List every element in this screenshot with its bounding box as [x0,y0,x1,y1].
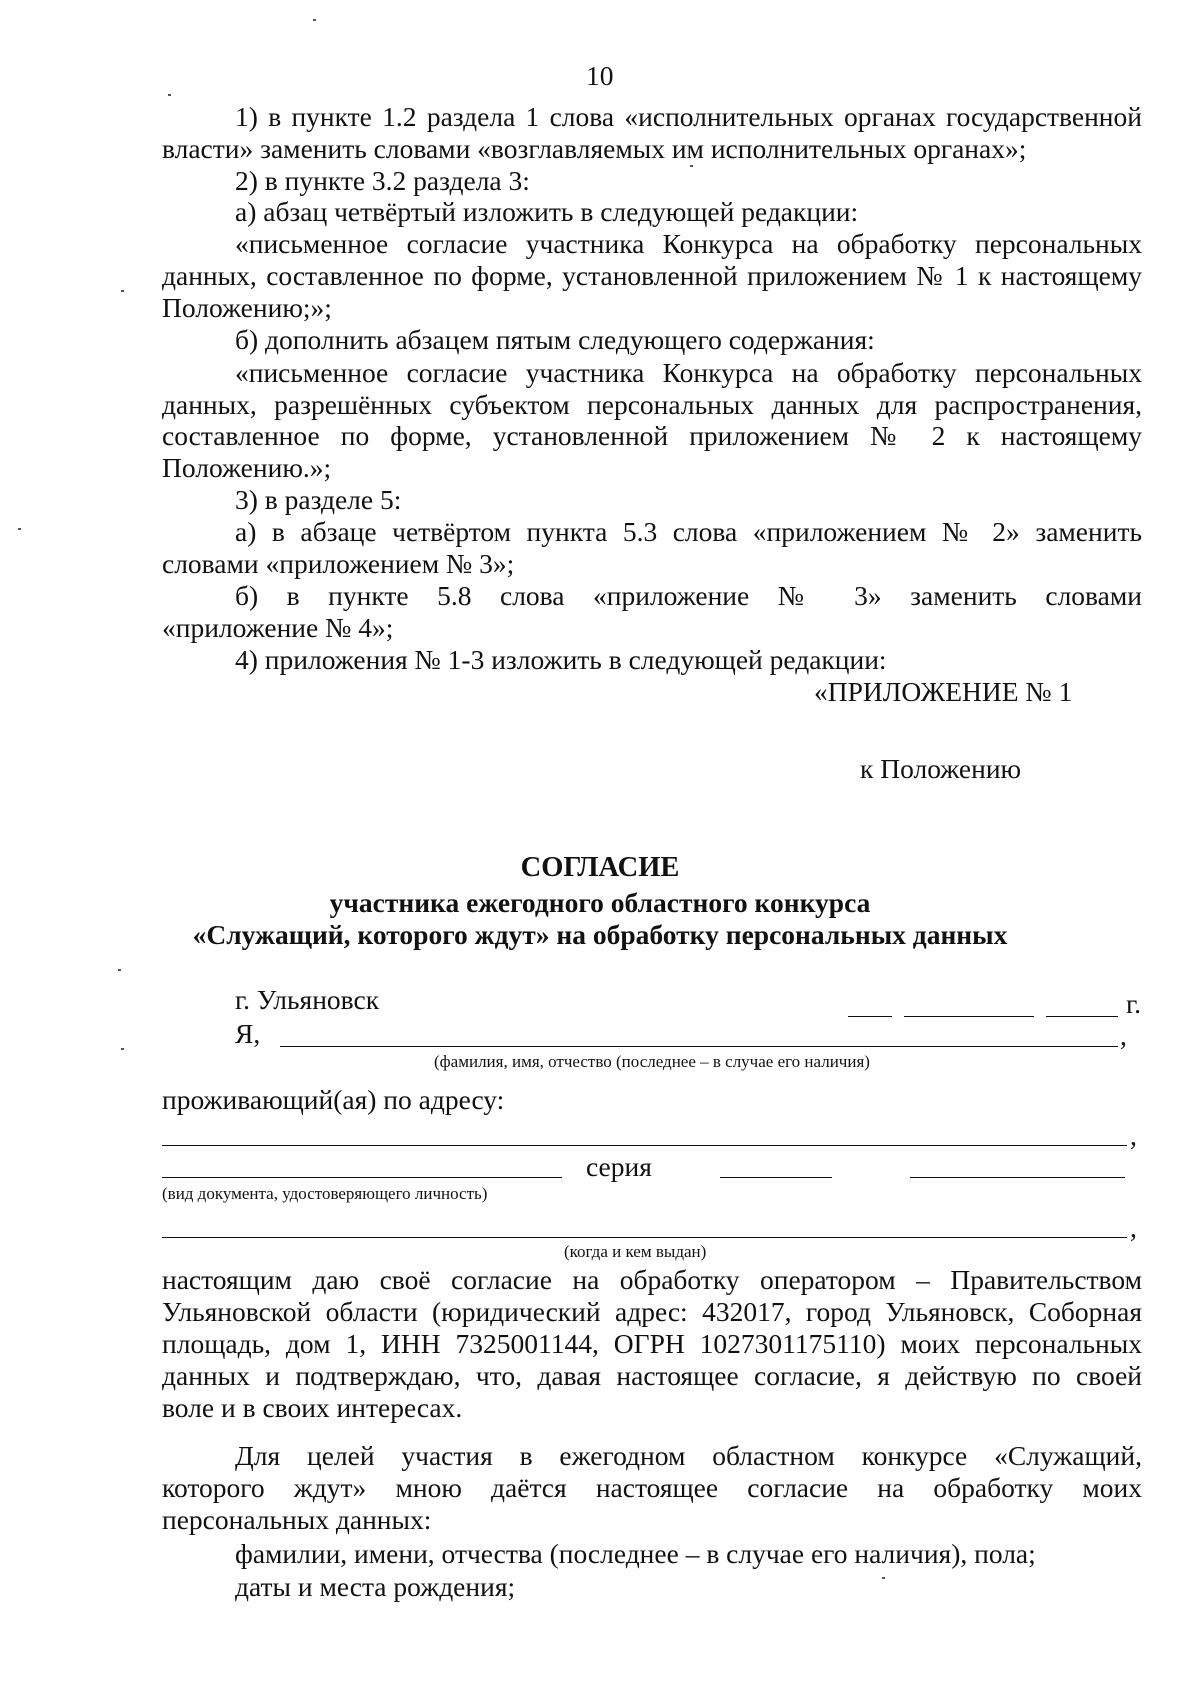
amendment-1-line-2: власти» заменить словами «возглавляемых им исполнительных органах»; [162,133,1027,164]
date-day-field[interactable] [848,1016,892,1017]
amendment-2a: а) абзац четвёртый изложить в следующей редакции: [235,196,859,227]
amendment-2a-quote-line-2: данных, составленное по форме, установленной приложением № 1 к настоящему [162,260,1142,291]
purpose-line-2: которого ждут» мною даётся настоящее согласие на обработку моих [162,1472,1142,1503]
fio-comma: , [1120,1020,1127,1051]
amendment-2b-quote-line-4: Положению.»; [162,452,332,483]
fio-caption: (фамилия, имя, отчество (последнее – в случае его наличия) [434,1052,870,1071]
amendment-2: 2) в пункте 3.2 раздела 3: [235,165,530,196]
consent-body-line-3: площадь, дом 1, ИНН 7325001144, ОГРН 1027301175110) моих персональных [162,1328,1142,1359]
amendment-2b-quote-line-2: данных, разрешённых субъектом персональных данных для распространения, [162,389,1142,420]
year-suffix: г. [1126,988,1142,1019]
amendment-3a-line-2: словами «приложением № 3»; [162,548,515,579]
document-number-field[interactable] [910,1177,1125,1178]
scan-speck [168,94,171,96]
document-type-field[interactable] [162,1177,562,1178]
address-field[interactable] [162,1145,1127,1146]
amendment-4: 4) приложения № 1-3 изложить в следующей редакции: [235,644,887,675]
purpose-line-1: Для целей участия в ежегодном областном конкурсе «Служащий, [235,1440,1142,1471]
amendment-3: 3) в разделе 5: [235,484,402,515]
amendment-2a-quote-line-1: «письменное согласие участника Конкурса на обработку персональных [235,228,1142,259]
issued-comma: , [1130,1212,1137,1243]
date-month-field[interactable] [904,1016,1034,1017]
scan-speck [690,165,693,167]
i-label: Я, [235,1018,261,1049]
address-comma: , [1130,1120,1137,1151]
scan-speck [882,1577,885,1579]
date-year-field[interactable] [1046,1016,1118,1017]
series-field[interactable] [720,1177,832,1178]
city-label: г. Ульяновск [235,984,380,1015]
scan-speck [118,969,121,971]
amendment-3b-line-1: б) в пункте 5.8 слова «приложение № 3» заменить словами [235,580,1142,611]
amendment-2b-quote-line-3: составленное по форме, установленной приложением № 2 к настоящему [162,420,1142,451]
scan-speck [313,19,316,21]
consent-body-line-1: настоящим даю своё согласие на обработку оператором – Правительством [162,1264,1142,1295]
consent-body-line-4: данных и подтверждаю, что, давая настоящее согласие, я действую по своей [162,1360,1142,1391]
data-list-item: фамилии, имени, отчества (последнее – в случае его наличия), пола; [235,1538,1036,1569]
series-label: серия [586,1151,652,1182]
amendment-2b: б) дополнить абзацем пятым следующего содержания: [235,324,875,355]
purpose-line-3: персональных данных: [162,1504,432,1535]
amendment-3a-line-1: а) в абзаце четвёртом пункта 5.3 слова «приложением № 2» заменить [235,516,1142,547]
amendment-3b-line-2: «приложение № 4»; [162,612,394,643]
consent-subheading-line-2: «Служащий, которого ждут» на обработку персональных данных [192,919,1008,950]
scan-speck [121,1048,124,1050]
fio-field[interactable] [280,1046,1118,1047]
issued-caption: (когда и кем выдан) [564,1242,707,1261]
amendment-2a-quote-line-3: Положению;»; [162,292,332,323]
appendix-subtitle: к Положению [860,753,1022,784]
document-caption: (вид документа, удостоверяющего личность) [162,1184,488,1203]
address-label: проживающий(ая) по адресу: [162,1084,505,1115]
consent-subheading-line-1: участника ежегодного областного конкурса [329,887,871,918]
consent-heading: СОГЛАСИЕ [520,852,680,883]
amendment-2b-quote-line-1: «письменное согласие участника Конкурса на обработку персональных [235,357,1142,388]
data-list-item: даты и места рождения; [235,1571,516,1602]
amendment-1-line-1: 1) в пункте 1.2 раздела 1 слова «исполнительных органах государственной [235,101,1142,132]
consent-body-line-5: воле и в своих интересах. [162,1392,463,1423]
consent-body-line-2: Ульяновской области (юридический адрес: 432017, город Ульяновск, Соборная [162,1296,1142,1327]
scan-speck [121,290,124,292]
appendix-title: «ПРИЛОЖЕНИЕ № 1 [814,676,1073,707]
page-number: 10 [586,60,614,91]
issued-by-field[interactable] [162,1237,1127,1238]
scan-speck [18,528,21,530]
